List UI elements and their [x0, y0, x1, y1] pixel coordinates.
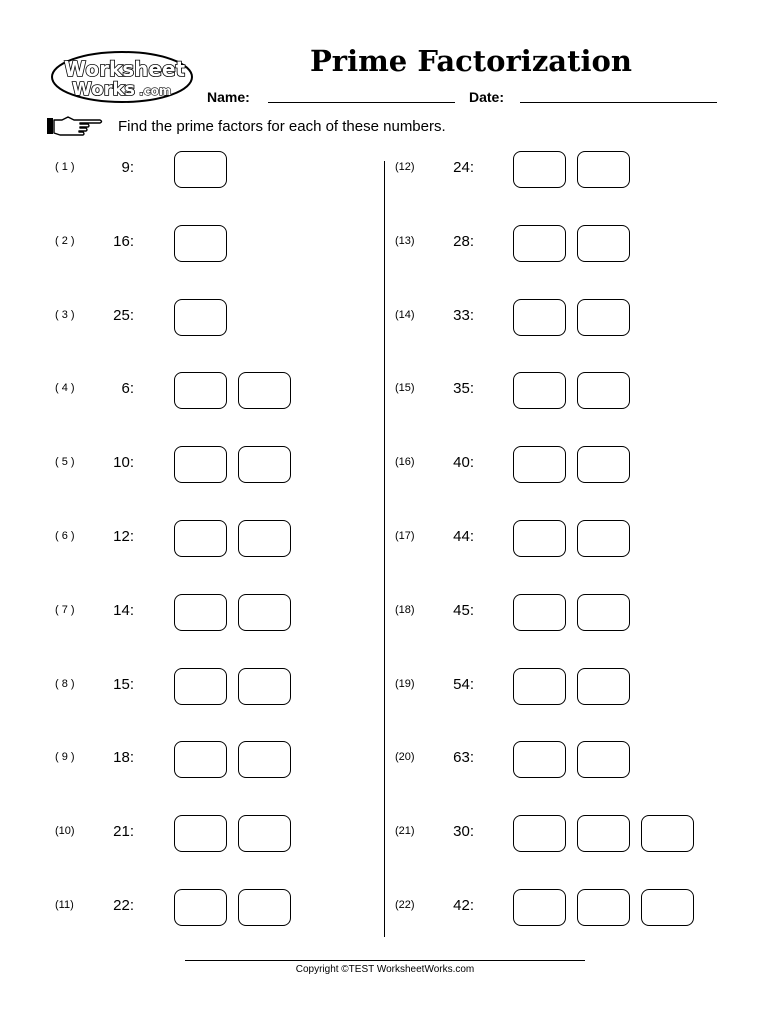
- page-title: Prime Factorization: [310, 44, 632, 78]
- logo-line2-suffix: .com: [139, 84, 172, 98]
- answer-box[interactable]: [577, 372, 630, 409]
- problem-value: 24:: [453, 159, 474, 176]
- problem-number: ( 9 ): [55, 751, 75, 764]
- answer-box[interactable]: [577, 151, 630, 188]
- copyright-footer: Copyright ©TEST WorksheetWorks.com: [295, 964, 475, 975]
- problem-number: (11): [55, 899, 74, 911]
- problem-number: ( 6 ): [55, 530, 75, 542]
- name-field[interactable]: [268, 102, 455, 103]
- problem-value: 22:: [113, 897, 134, 914]
- answer-box[interactable]: [513, 594, 566, 631]
- pointing-hand-icon: [46, 115, 104, 142]
- problem-value: 54:: [453, 675, 474, 693]
- problem-value: 30:: [453, 823, 474, 841]
- answer-box[interactable]: [577, 520, 630, 557]
- problem-value: 44:: [453, 528, 474, 545]
- problem-item: [0, 666, 768, 706]
- problem-number: (20): [395, 751, 415, 764]
- footer-rule: [185, 960, 585, 961]
- date-label: Date:: [469, 89, 505, 105]
- answer-box[interactable]: [513, 225, 566, 262]
- problem-item: [0, 149, 768, 189]
- problem-item: [0, 444, 768, 484]
- problem-value: 9:: [121, 159, 134, 176]
- answer-box[interactable]: [513, 668, 566, 705]
- name-label: Name:: [207, 89, 250, 105]
- problem-value: 35:: [453, 380, 474, 398]
- answer-box[interactable]: [513, 372, 566, 409]
- problem-value: 14:: [113, 601, 134, 619]
- logo-line1: Worksheet: [64, 57, 186, 81]
- problem-value: 40:: [453, 454, 474, 472]
- problem-value: 28:: [453, 232, 474, 250]
- answer-box[interactable]: [513, 520, 566, 557]
- problem-value: 25:: [113, 306, 134, 324]
- problem-number: ( 1 ): [55, 161, 75, 173]
- problem-value: 10:: [113, 454, 134, 472]
- answer-box[interactable]: [513, 299, 566, 336]
- answer-box[interactable]: [577, 299, 630, 336]
- logo-line2: Works: [72, 79, 136, 100]
- problem-item: [0, 370, 768, 410]
- problem-value: 16:: [113, 232, 134, 250]
- problem-number: (14): [395, 308, 415, 321]
- problem-number: (13): [395, 234, 415, 247]
- problem-item: [0, 813, 768, 853]
- problem-number: ( 7 ): [55, 603, 75, 616]
- answer-box[interactable]: [641, 889, 694, 926]
- answer-box[interactable]: [577, 815, 630, 852]
- problem-item: [0, 739, 768, 779]
- problem-value: 45:: [453, 601, 474, 619]
- problem-number: (12): [395, 161, 415, 173]
- problem-value: 12:: [113, 528, 134, 545]
- worksheetworks-logo: [50, 50, 195, 104]
- answer-box[interactable]: [513, 741, 566, 778]
- answer-box[interactable]: [513, 815, 566, 852]
- answer-box[interactable]: [513, 889, 566, 926]
- problem-number: (18): [395, 603, 415, 616]
- problem-value: 18:: [113, 749, 134, 767]
- problem-value: 6:: [121, 380, 134, 398]
- problem-value: 33:: [453, 306, 474, 324]
- answer-box[interactable]: [577, 594, 630, 631]
- problem-number: ( 3 ): [55, 308, 75, 321]
- problem-number: ( 5 ): [55, 456, 75, 469]
- answer-box[interactable]: [577, 668, 630, 705]
- answer-box[interactable]: [577, 225, 630, 262]
- problem-number: ( 8 ): [55, 677, 75, 690]
- problem-value: 63:: [453, 749, 474, 767]
- problem-number: (22): [395, 899, 415, 911]
- problem-number: (19): [395, 677, 415, 690]
- answer-box[interactable]: [577, 889, 630, 926]
- instructions: Find the prime factors for each of these numbers.: [118, 118, 446, 135]
- problem-number: ( 2 ): [55, 234, 75, 247]
- answer-box[interactable]: [513, 151, 566, 188]
- problem-item: [0, 223, 768, 263]
- problem-number: (17): [395, 530, 415, 542]
- answer-box[interactable]: [513, 446, 566, 483]
- problem-value: 15:: [113, 675, 134, 693]
- problem-number: (21): [395, 825, 415, 838]
- problem-value: 42:: [453, 897, 474, 914]
- problem-item: [0, 297, 768, 337]
- problem-value: 21:: [113, 823, 134, 841]
- problem-number: (15): [395, 382, 415, 395]
- answer-box[interactable]: [641, 815, 694, 852]
- problem-item: [0, 887, 768, 927]
- problem-number: (10): [55, 825, 75, 838]
- date-field[interactable]: [520, 102, 717, 103]
- problem-number: ( 4 ): [55, 382, 75, 395]
- problem-number: (16): [395, 456, 415, 469]
- answer-box[interactable]: [577, 446, 630, 483]
- problem-item: [0, 518, 768, 558]
- answer-box[interactable]: [577, 741, 630, 778]
- problem-item: [0, 592, 768, 632]
